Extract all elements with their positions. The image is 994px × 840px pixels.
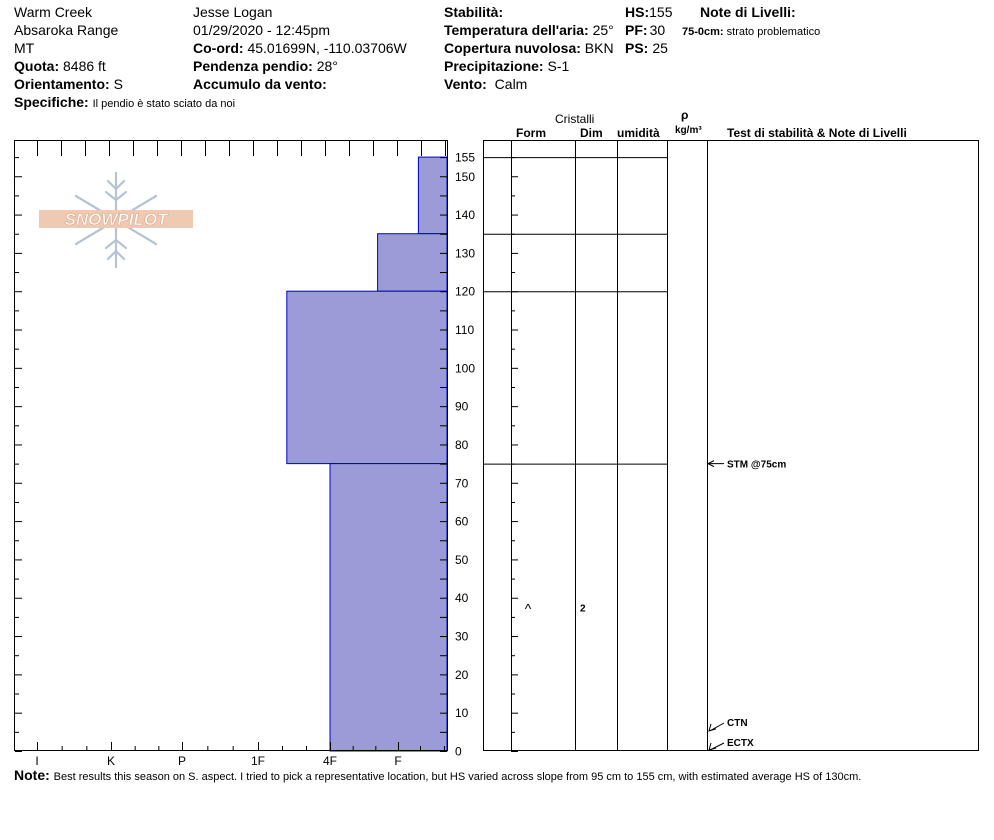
height-tick-label: 60 xyxy=(455,514,469,529)
height-tick-label: 10 xyxy=(455,706,469,721)
footer-note-label: Note: xyxy=(14,767,50,783)
elevation-label: Quota: xyxy=(14,58,60,74)
specifics-label: Specifiche: xyxy=(14,94,89,110)
height-tick-label: 90 xyxy=(455,399,469,414)
wind-label: Vento: xyxy=(444,76,487,92)
hs-value: 155 xyxy=(649,4,673,20)
height-tick-label: 110 xyxy=(455,323,475,338)
height-tick-label: 70 xyxy=(455,476,469,491)
hardness-tick-label: K xyxy=(106,754,116,768)
slope-label: Pendenza pendio: xyxy=(193,58,313,74)
height-tick-label: 20 xyxy=(455,667,469,682)
hardness-tick-label: 1F xyxy=(250,754,266,768)
layer-note-depth: 75-0cm: xyxy=(682,26,724,38)
ps-value: 25 xyxy=(652,40,668,56)
moisture-header: umidità xyxy=(617,126,660,140)
chart-frames xyxy=(15,141,979,752)
form-header: Form xyxy=(516,126,546,140)
stability-test-label: ECTX xyxy=(727,738,754,749)
height-tick-label: 50 xyxy=(455,552,469,567)
air-temp-value: 25° xyxy=(592,22,614,38)
air-temp-label: Temperatura dell'aria: xyxy=(444,22,589,38)
elevation-value: 8486 ft xyxy=(63,58,106,74)
hardness-tick-label: F xyxy=(394,754,402,768)
layer-notes-label: Note di Livelli: xyxy=(700,4,796,20)
footer-note-text: Best results this season on S. aspect. I tried to pick a representative location, but HS varied across slope from 95 cm to 155 cm, with estimated average HS of 130cm. xyxy=(53,771,862,783)
height-tick-label: 100 xyxy=(455,361,476,376)
grain-table-frame xyxy=(484,141,979,751)
coord-label: Co-ord: xyxy=(193,40,244,56)
state: MT xyxy=(14,40,35,56)
sky-value: BKN xyxy=(584,40,614,56)
tests-header: Test di stabilità & Note di Livelli xyxy=(727,126,907,140)
observer: Jesse Logan xyxy=(193,4,273,20)
aspect-value: S xyxy=(113,76,123,92)
height-tick-label: 130 xyxy=(455,246,476,261)
aspect-label: Orientamento: xyxy=(14,76,110,92)
hardness-bar xyxy=(378,234,447,291)
logo-text: SNOWPILOT xyxy=(64,210,168,229)
height-tick-label: 80 xyxy=(455,437,469,452)
hs-label: HS: xyxy=(625,4,650,20)
hardness-bar xyxy=(330,464,447,751)
wind-value: Calm xyxy=(494,76,528,92)
coord-value: 45.01699N, -110.03706W xyxy=(247,40,407,56)
stability-test-label: CTN xyxy=(727,718,748,729)
stability-label: Stabilità: xyxy=(444,4,504,20)
location: Warm Creek xyxy=(14,4,93,20)
height-tick-label: 30 xyxy=(455,629,469,644)
stability-test-label: STM @75cm xyxy=(727,459,787,471)
crystals-header: Cristalli xyxy=(555,112,595,126)
hardness-tick-label: I xyxy=(35,754,39,768)
hardness-tick-label: P xyxy=(177,754,187,768)
range: Absaroka Range xyxy=(14,22,119,38)
hardness-bars xyxy=(287,157,447,751)
height-tick-label: 0 xyxy=(455,744,462,759)
precip-label: Precipitazione: xyxy=(444,58,544,74)
specifics-value: Il pendio è stato sciato da noi xyxy=(92,98,236,110)
stability-test-arrowhead xyxy=(709,724,716,731)
grain-size-label: 2 xyxy=(580,603,586,615)
stability-test-arrowhead xyxy=(709,743,716,750)
sky-label: Copertura nuvolosa: xyxy=(444,40,581,56)
ps-label: PS: xyxy=(625,40,649,56)
stability-tests xyxy=(708,460,786,750)
height-tick-label: 155 xyxy=(455,150,476,165)
rho-header: ρ xyxy=(681,108,689,122)
pf-label: PF: xyxy=(625,22,648,38)
precip-value: S-1 xyxy=(547,58,570,74)
height-tick-label: 40 xyxy=(455,591,469,606)
pf-value: 30 xyxy=(649,22,666,38)
size-header: Dim xyxy=(580,126,603,140)
wind-loading-label: Accumulo da vento: xyxy=(193,76,327,92)
height-tick-label: 140 xyxy=(455,208,476,223)
hardness-tick-label: 4F xyxy=(322,754,338,768)
datetime: 01/29/2020 - 12:45pm xyxy=(193,22,330,38)
density-unit-header: kg/m³ xyxy=(675,125,702,136)
grain-form-symbol: ^ xyxy=(524,600,532,617)
hardness-bar xyxy=(287,291,447,463)
layer-note-text: strato problematico xyxy=(726,26,821,38)
height-tick-label: 120 xyxy=(455,284,476,299)
slope-value: 28° xyxy=(316,58,338,74)
footer-note xyxy=(14,767,861,785)
height-tick-label: 150 xyxy=(455,169,476,184)
